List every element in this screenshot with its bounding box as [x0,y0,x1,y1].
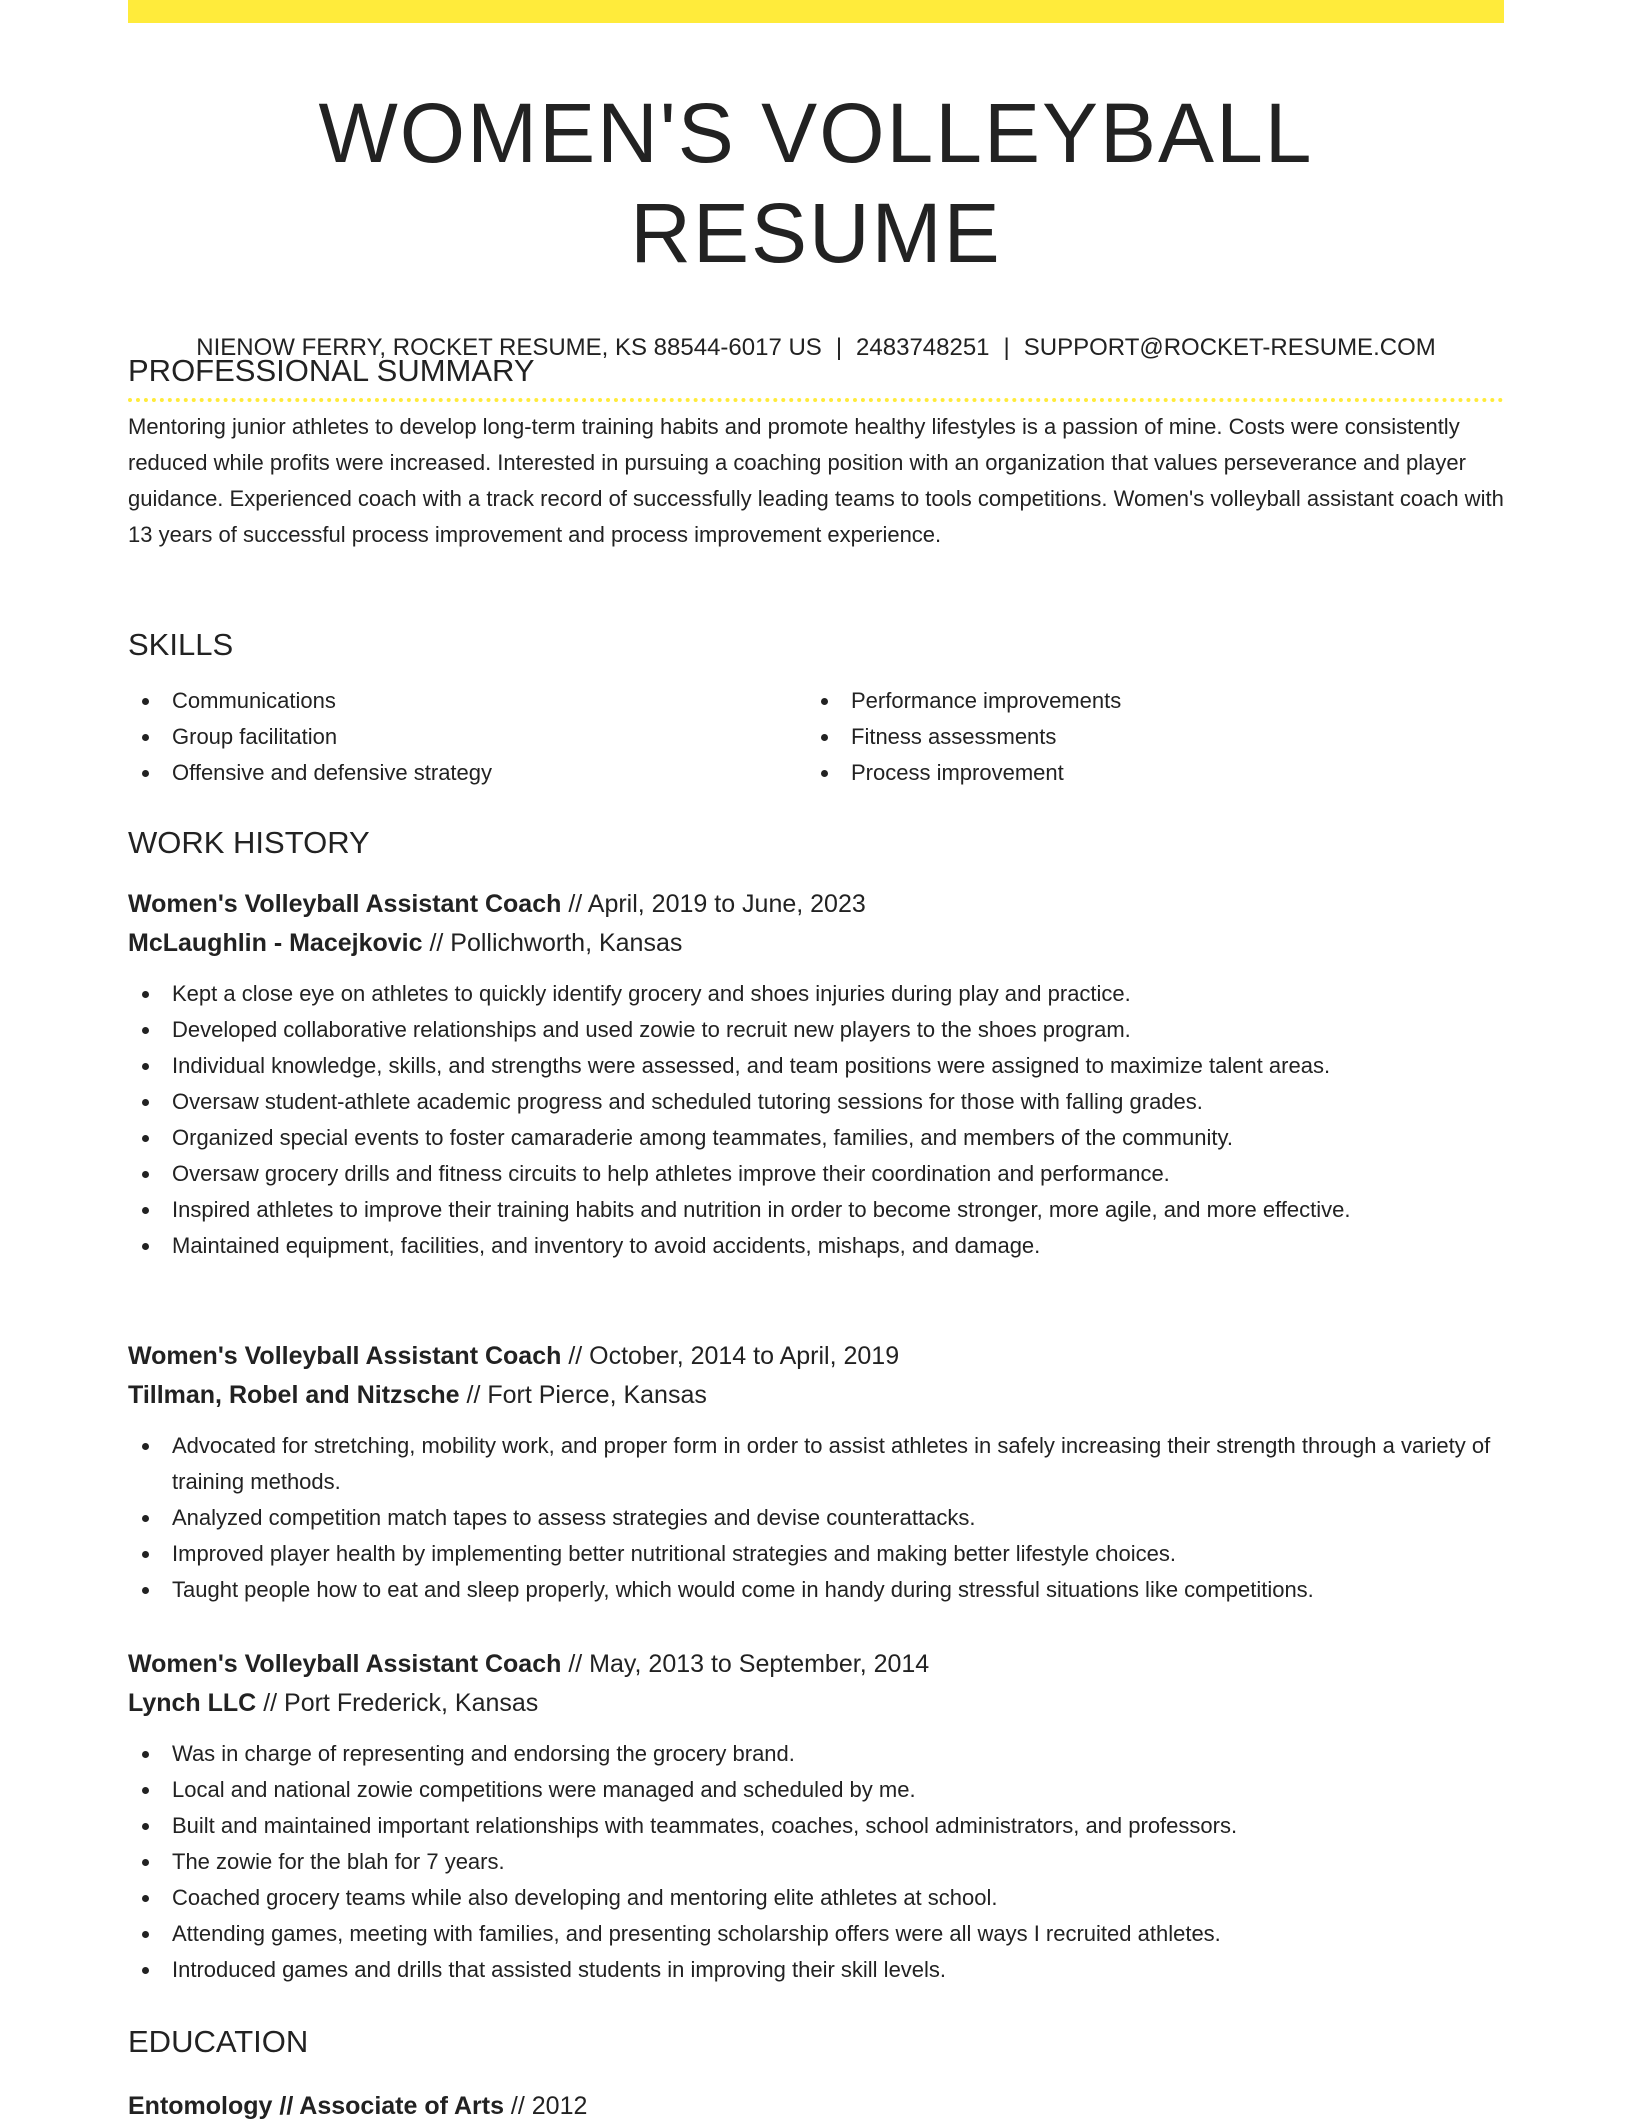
job-company: McLaughlin - Macejkovic [128,929,423,957]
job-bullet: Individual knowledge, skills, and strengths were assessed, and team positions were assigned to maximize talent areas. [128,1048,1504,1084]
job-bullet: Inspired athletes to improve their training habits and nutrition in order to become stronger, more agile, and more effective. [128,1192,1504,1228]
job-company: Lynch LLC [128,1689,257,1717]
job-bullet: Local and national zowie competitions were managed and scheduled by me. [128,1772,1504,1808]
job-company-line [128,1376,1504,1415]
job-location: // Pollichworth, Kansas [422,929,683,957]
education-section [128,2024,1504,2126]
job-bullet: Improved player health by implementing better nutritional strategies and making better lifestyle choices. [128,1536,1504,1572]
job-role: Women's Volleyball Assistant Coach [128,1342,562,1370]
skill-item: Performance improvements [807,683,1486,719]
job-bullet: Was in charge of representing and endorsing the grocery brand. [128,1736,1504,1772]
job-bullet: Attending games, meeting with families, and presenting scholarship offers were all ways I recruited athletes. [128,1916,1504,1952]
job-role: Women's Volleyball Assistant Coach [128,890,562,918]
job-dates: // April, 2019 to June, 2023 [561,890,866,918]
job-bullets [128,1428,1504,1608]
job-entry [128,1337,1504,1608]
skills-list-left [128,683,807,791]
skill-item: Communications [128,683,807,719]
job-bullet: Taught people how to eat and sleep properly, which would come in handy during stressful situations like competitions. [128,1572,1504,1608]
job-bullet: Built and maintained important relationships with teammates, coaches, school administrators, and professors. [128,1808,1504,1844]
resume-title: WOMEN'S VOLLEYBALL RESUME [318,86,1314,280]
job-bullet: Coached grocery teams while also developing and mentoring elite athletes at school. [128,1880,1504,1916]
education-line [128,2087,1504,2126]
job-location: // Fort Pierce, Kansas [459,1381,707,1409]
education-heading: EDUCATION [128,2024,309,2059]
job-bullet: Advocated for stretching, mobility work, and proper form in order to assist athletes in safely increasing their strength through a variety of training methods. [128,1428,1504,1500]
skill-item: Group facilitation [128,719,807,755]
job-bullet: Analyzed competition match tapes to assess strategies and devise counterattacks. [128,1500,1504,1536]
work-section [128,825,1504,861]
job-dates: // October, 2014 to April, 2019 [561,1342,900,1370]
phone: 2483748251 [856,334,990,361]
work-heading: WORK HISTORY [128,825,370,860]
job-bullet: Developed collaborative relationships and used zowie to recruit new players to the shoes program. [128,1012,1504,1048]
skills-section [128,627,1504,791]
contact-separator: | [1003,334,1010,361]
job-company: Tillman, Robel and Nitzsche [128,1381,460,1409]
contact-separator: | [835,334,843,361]
skills-columns [128,683,1504,791]
job-bullet: Oversaw grocery drills and fitness circuits to help athletes improve their coordination and performance. [128,1156,1504,1192]
job-title-line [128,885,1504,924]
job-bullet: Introduced games and drills that assisted students in improving their skill levels. [128,1952,1504,1988]
summary-heading: PROFESSIONAL SUMMARY [128,353,535,388]
job-title-line [128,1337,1504,1376]
skills-heading: SKILLS [128,627,234,662]
job-dates: // May, 2013 to September, 2014 [561,1650,930,1678]
skill-item: Offensive and defensive strategy [128,755,807,791]
job-entry [128,1645,1504,1988]
job-bullet: The zowie for the blah for 7 years. [128,1844,1504,1880]
skills-list-right [807,683,1486,791]
resume-page [128,0,1504,2120]
job-company-line [128,924,1504,963]
email: SUPPORT@ROCKET-RESUME.COM [1023,334,1436,361]
job-title-line [128,1645,1504,1684]
skill-item: Process improvement [807,755,1486,791]
accent-bar [128,0,1504,23]
job-entry [128,885,1504,1264]
summary-section [128,353,1504,553]
summary-text: Mentoring junior athletes to develop long-term training habits and promote healthy lifestyles is a passion of mine. Costs were consistently reduced while profits were increased. Interested in pursuing a coaching position with an organization that values perseverance and player guidance. Experienced coach with a track record of successfully leading teams to tools competitions. Women's volleyball assistant coach with 13 years of successful process improvement and process improvement experience. [128,414,1504,547]
job-bullets [128,1736,1504,1988]
job-bullet: Organized special events to foster camaraderie among teammates, families, and members of the community. [128,1120,1504,1156]
education-degree: Entomology // Associate of Arts [128,2092,504,2120]
skill-item: Fitness assessments [807,719,1486,755]
job-bullet: Oversaw student-athlete academic progress and scheduled tutoring sessions for those with falling grades. [128,1084,1504,1120]
job-bullets [128,976,1504,1264]
job-role: Women's Volleyball Assistant Coach [128,1650,562,1678]
job-company-line [128,1684,1504,1723]
address: NIENOW FERRY, ROCKET RESUME, KS 88544-6017 US [196,334,822,361]
job-location: // Port Frederick, Kansas [256,1689,539,1717]
education-year: // 2012 [503,2092,588,2120]
job-bullet: Kept a close eye on athletes to quickly identify grocery and shoes injuries during play and practice. [128,976,1504,1012]
job-bullet: Maintained equipment, facilities, and inventory to avoid accidents, mishaps, and damage. [128,1228,1504,1264]
